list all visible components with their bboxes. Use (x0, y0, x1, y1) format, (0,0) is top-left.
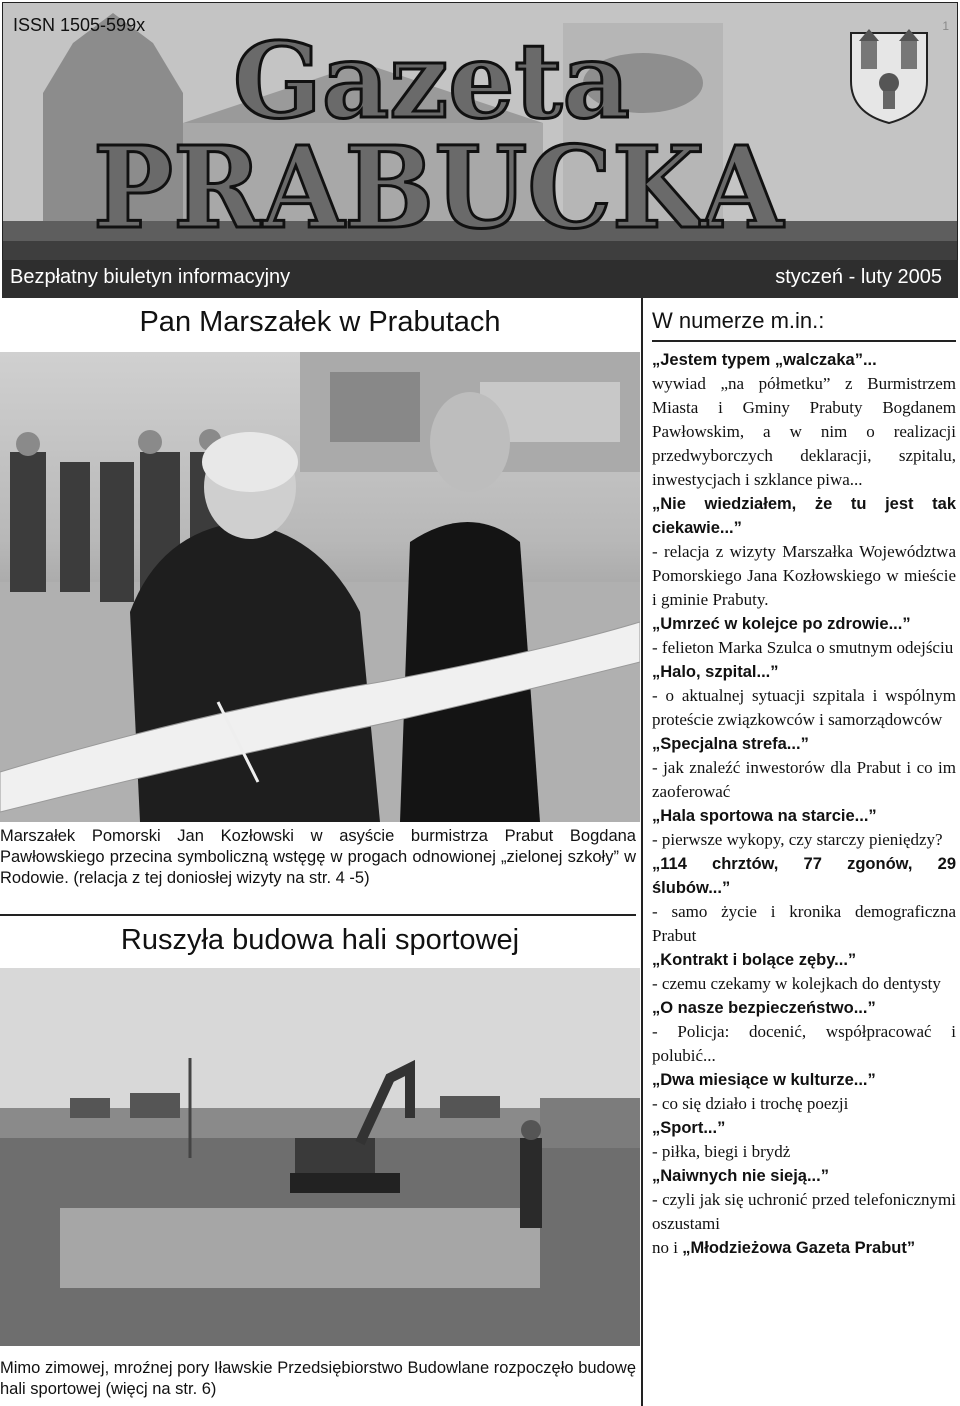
contents-item (652, 852, 956, 948)
ribbon-cutting-photo (0, 352, 640, 822)
contents-footer-prefix: no i (652, 1238, 678, 1257)
gazeta-prabucka-logo (83, 17, 863, 247)
contents-item-desc: - piłka, biegi i brydż (652, 1142, 791, 1161)
contents-item (652, 996, 956, 1068)
contents-item-title: „O nasze bezpieczeństwo...” (652, 999, 876, 1017)
contents-item (652, 1068, 956, 1116)
contents-item-desc: - czemu czekamy w kolejkach do dentysty (652, 974, 941, 993)
contents-item-desc: - co się działo i trochę poezji (652, 1094, 849, 1113)
masthead (2, 2, 958, 262)
logo-line2: PRABUCKA (93, 123, 785, 247)
contents-item (652, 732, 956, 804)
contents-item-title: „Dwa miesiące w kulturze...” (652, 1071, 876, 1089)
contents-item (652, 612, 956, 660)
ribbon-cutting-illustration (0, 352, 640, 822)
town-coat-of-arms-icon (847, 25, 931, 125)
issue-banner (2, 260, 958, 298)
contents-item (652, 948, 956, 996)
contents-item-desc: - felieton Marka Szulca o smutnym odejściu (652, 638, 954, 657)
contents-item-desc: - Policja: docenić, współpracować i polubić... (652, 1022, 956, 1065)
excavator-construction-photo (0, 968, 640, 1346)
contents-item-desc: - czyli jak się uchronić przed telefonicznymi oszustami (652, 1190, 956, 1233)
caption-article-2: Mimo zimowej, mroźnej pory Iławskie Przedsiębiorstwo Budowlane rozpoczęło budowę hali sportowej (więcj na str. 6) (0, 1359, 636, 1398)
contents-title: W numerze m.in.: (652, 308, 956, 342)
contents-item-title: „Sport...” (652, 1119, 726, 1137)
excavator-illustration (0, 968, 640, 1346)
column-divider (641, 298, 643, 1406)
contents-item-title: „Halo, szpital...” (652, 663, 779, 681)
contents-item-title: „Nie wiedziałem, że tu jest tak ciekawie...” (652, 495, 956, 537)
issn-label: ISSN 1505-599x (13, 15, 146, 35)
contents-item-desc: - samo życie i kronika demograficzna Prabut (652, 902, 956, 945)
logo-line1: Gazeta (233, 19, 630, 142)
contents-item (652, 348, 956, 492)
contents-item-desc: wywiad „na półmetku” z Burmistrzem Miasta i Gminy Prabuty Bogdanem Pawłowskim, a w nim o realizacji przedwyborczych deklaracji, szpitalu, inwestycjach i szklance piwa... (652, 374, 956, 489)
contents-footer (652, 1236, 956, 1260)
article-divider (0, 914, 636, 916)
headline-article-2: Ruszyła budowa hali sportowej (120, 924, 520, 956)
contents-item (652, 804, 956, 852)
contents-item (652, 1164, 956, 1236)
contents-item (652, 660, 956, 732)
headline-article-1: Pan Marszałek w Prabutach (139, 306, 501, 338)
banner-issue-date: styczeń - luty 2005 (775, 266, 942, 288)
contents-item-desc: - o aktualnej sytuacji szpitala i wspólnym proteście związkowców i samorządowców (652, 686, 956, 729)
contents-item-title: „114 chrztów, 77 zgonów, 29 ślubów...” (652, 855, 956, 897)
contents-item-title: „Hala sportowa na starcie...” (652, 807, 877, 825)
banner-subtitle: Bezpłatny biuletyn informacyjny (10, 266, 291, 288)
contents-item-title: „Kontrakt i bolące zęby...” (652, 951, 857, 969)
contents-item (652, 1116, 956, 1164)
page-number: 1 (942, 19, 949, 33)
contents-item-title: „Umrzeć w kolejce po zdrowie...” (652, 615, 911, 633)
contents-item-title: „Specjalna strefa...” (652, 735, 809, 753)
contents-item-desc: - relacja z wizyty Marszałka Województwa Pomorskiego Jana Kozłowskiego w mieście i gminie Prabuty. (652, 542, 956, 609)
contents-item-title: „Naiwnych nie sieją...” (652, 1167, 829, 1185)
caption-article-1: Marszałek Pomorski Jan Kozłowski w asyście burmistrza Prabut Bogdana Pawłowskiego przecina symboliczną wstęgę w progach odnowionej „zielonej szkoły” w Rodowie. (relacja z tej doniosłej wizyty na str. 4 -5) (0, 827, 636, 887)
contents-item-title: „Jestem typem „walczaka”... (652, 351, 877, 369)
contents-item-desc: - jak znaleźć inwestorów dla Prabut i co im zaoferować (652, 758, 956, 801)
contents-footer-title: „Młodzieżowa Gazeta Prabut” (682, 1239, 916, 1257)
contents-item-desc: - pierwsze wykopy, czy starczy pieniędzy? (652, 830, 943, 849)
contents-sidebar (652, 308, 956, 1260)
contents-item (652, 492, 956, 612)
